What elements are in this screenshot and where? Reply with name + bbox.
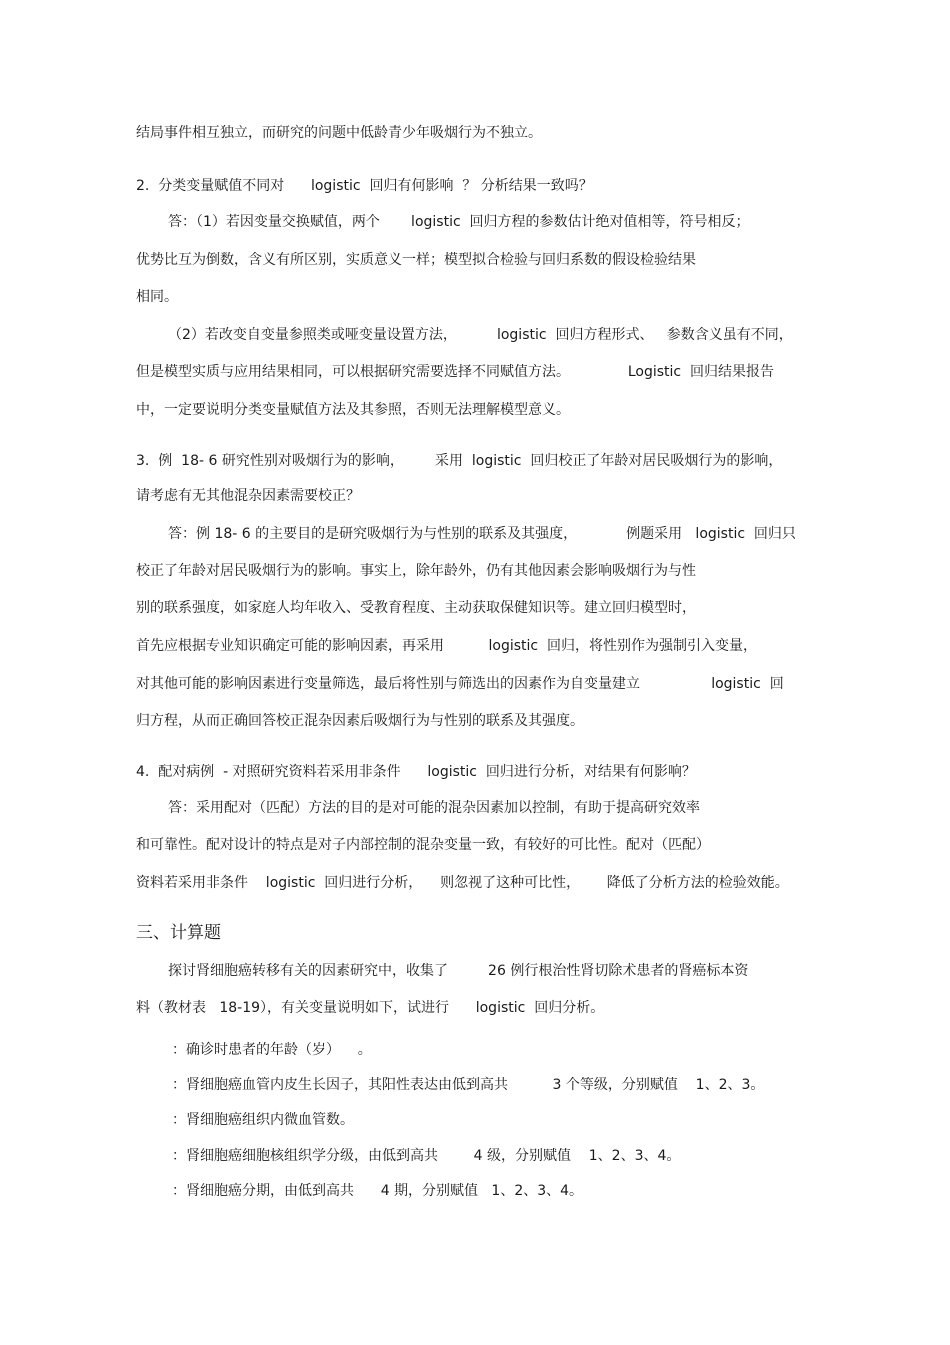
answer-3-line: 归方程，从而正确回答校正混杂因素后吸烟行为与性别的联系及其强度。 (136, 713, 584, 729)
answer-2-line: （2）若改变自变量参照类或哑变量设置方法， logistic 回归方程形式、 参数含义虽有不同， (168, 327, 793, 343)
calc-intro-line: 探讨肾细胞癌转移有关的因素研究中，收集了 26 例行根治性肾切除术患者的肾癌标本资 (168, 963, 749, 979)
answer-3-line: 别的联系强度，如家庭人均年收入、受教育程度、主动获取保健知识等。建立回归模型时， (136, 600, 696, 616)
variable-item: ：肾细胞癌分期，由低到高共 4 期，分别赋值 1、2、3、4。 (172, 1183, 584, 1199)
answer-2-line: 优势比互为倒数，含义有所区别，实质意义一样；模型拟合检验与回归系数的假设检验结果 (136, 252, 696, 268)
answer-2-line: 中，一定要说明分类变量赋值方法及其参照，否则无法理解模型意义。 (136, 402, 570, 418)
answer-3-line: 校正了年龄对居民吸烟行为的影响。事实上，除年龄外，仍有其他因素会影响吸烟行为与性 (136, 563, 696, 579)
question-3-title: 请考虑有无其他混杂因素需要校正？ (136, 488, 360, 504)
answer-3-line: 对其他可能的影响因素进行变量筛选，最后将性别与筛选出的因素作为自变量建立 logistic 回 (136, 676, 784, 692)
answer-4-line: 和可靠性。配对设计的特点是对子内部控制的混杂变量一致，有较好的可比性。配对（匹配） (136, 837, 710, 853)
question-4-title: 4. 配对病例 - 对照研究资料若采用非条件 logistic 回归进行分析，对结果有何影响？ (136, 764, 696, 780)
calc-intro-line: 料（教材表 18-19），有关变量说明如下，试进行 logistic 回归分析。 (136, 1000, 605, 1016)
variable-item: ：肾细胞癌血管内皮生长因子，其阳性表达由低到高共 3 个等级，分别赋值 1、2、3。 (172, 1077, 765, 1093)
answer-3-line: 首先应根据专业知识确定可能的影响因素，再采用 logistic 回归，将性别作为强制引入变量， (136, 638, 758, 654)
variable-item: ：肾细胞癌组织内微血管数。 (172, 1112, 354, 1128)
answer-2-line: 答：（1）若因变量交换赋值，两个 logistic 回归方程的参数估计绝对值相等，符号相反； (168, 214, 750, 230)
answer-4-line: 资料若采用非条件 logistic 回归进行分析， 则忽视了这种可比性， 降低了分析方法的检验效能。 (136, 875, 789, 891)
answer-2-line: 相同。 (136, 289, 178, 305)
section-heading: 三、计算题 (136, 923, 221, 943)
answer-3-line: 答：例 18- 6 的主要目的是研究吸烟行为与性别的联系及其强度， 例题采用 logistic 回归只 (168, 526, 796, 542)
question-2-title: 2. 分类变量赋值不同对 logistic 回归有何影响 ？ 分析结果一致吗？ (136, 178, 593, 194)
paragraph-line: 结局事件相互独立，而研究的问题中低龄青少年吸烟行为不独立。 (136, 125, 542, 141)
variable-item: ：肾细胞癌细胞核组织学分级，由低到高共 4 级，分别赋值 1、2、3、4。 (172, 1148, 681, 1164)
answer-2-line: 但是模型实质与应用结果相同，可以根据研究需要选择不同赋值方法。 Logistic 回归结果报告 (136, 364, 775, 380)
question-3-title: 3. 例 18- 6 研究性别对吸烟行为的影响， 采用 logistic 回归校正了年龄对居民吸烟行为的影响， (136, 453, 783, 469)
answer-4-line: 答：采用配对（匹配）方法的目的是对可能的混杂因素加以控制，有助于提高研究效率 (168, 800, 700, 816)
variable-item: ：确诊时患者的年龄（岁） 。 (172, 1042, 372, 1058)
